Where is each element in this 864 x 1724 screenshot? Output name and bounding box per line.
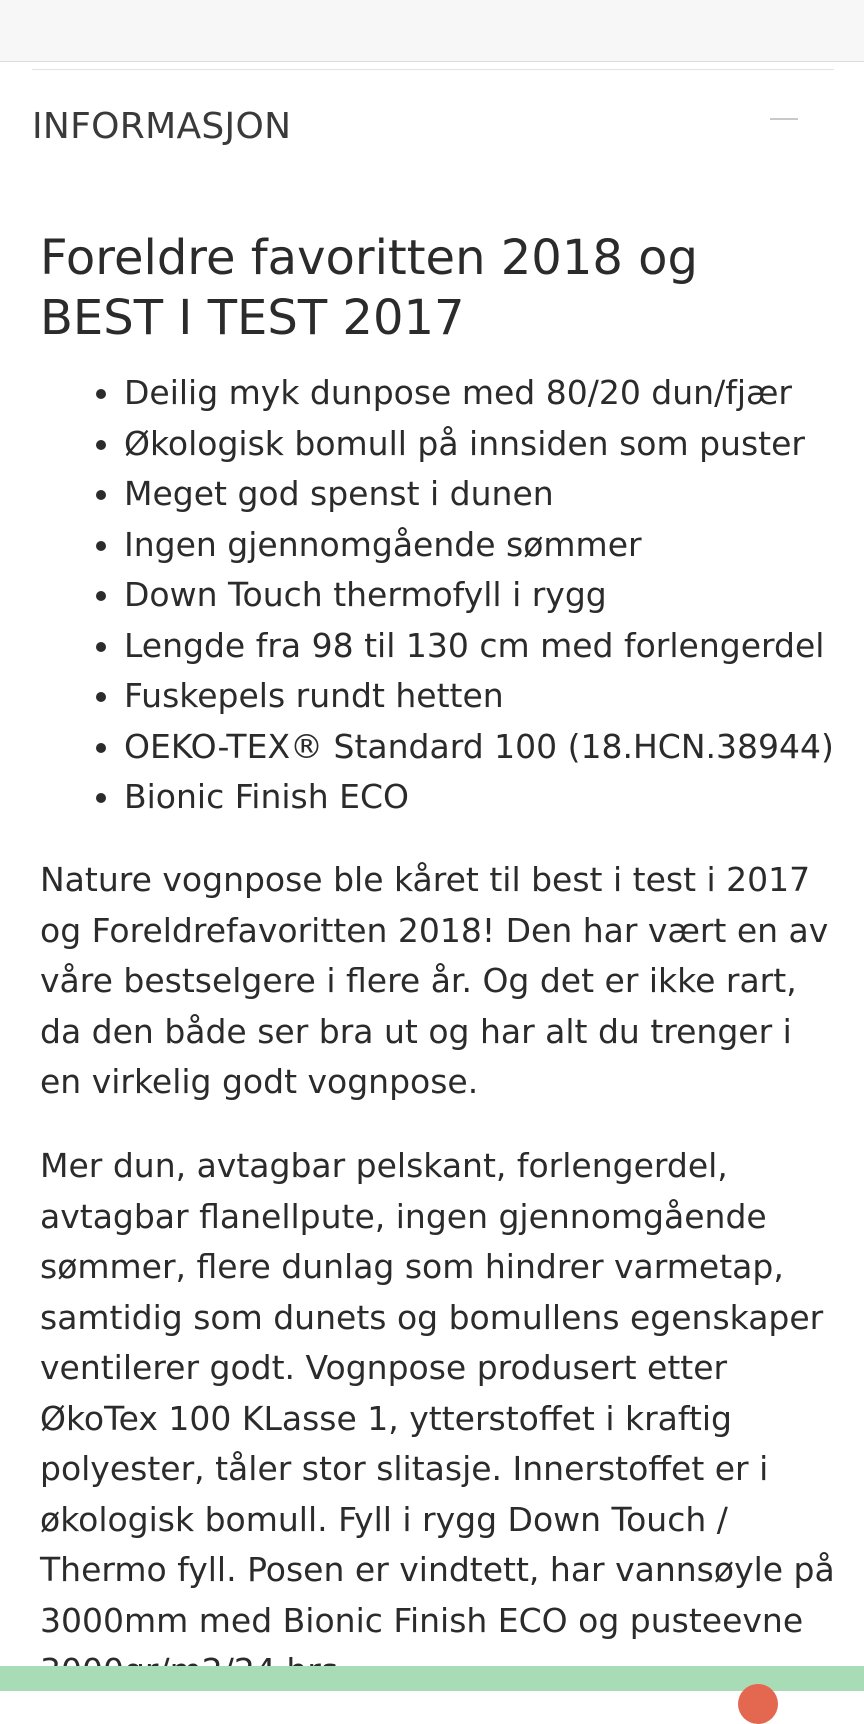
footer-bar — [0, 1666, 864, 1691]
bullet-icon — [96, 642, 106, 652]
feature-text: Deilig myk dunpose med 80/20 dun/fjær — [124, 373, 792, 412]
feature-text: Økologisk bomull på innsiden som puster — [124, 423, 805, 463]
bullet-icon — [96, 541, 106, 551]
top-bar — [0, 0, 864, 62]
feature-item — [0, 469, 864, 520]
feature-item — [0, 520, 864, 571]
feature-item — [0, 570, 864, 621]
description-paragraph: Nature vognpose ble kåret til best i test i 2017 og Foreldrefavoritten 2018! Den har vært en av våre bestselgere i flere år. Og det er ikke rart, da den både ser bra ut og har alt du trenger i en virkelig godt vognpose. — [40, 860, 829, 1101]
bullet-icon — [96, 591, 106, 601]
feature-text: Ingen gjennomgående sømmer — [124, 524, 642, 564]
feature-text: Fuskepels rundt hetten — [124, 676, 504, 715]
feature-list — [0, 368, 864, 823]
bullet-icon — [96, 440, 106, 450]
feature-text: OEKO-TEX® Standard 100 (18.HCN.38944) — [124, 726, 834, 766]
bullet-icon — [96, 692, 106, 702]
bullet-icon — [96, 490, 106, 500]
feature-text: Down Touch thermofyll i rygg — [124, 575, 607, 614]
bullet-icon — [96, 389, 106, 399]
feature-item — [0, 671, 864, 722]
feature-text: Meget god spenst i dunen — [124, 474, 554, 513]
minus-icon[interactable] — [770, 118, 798, 120]
product-heading: Foreldre favoritten 2018 og BEST I TEST 2017 — [40, 230, 699, 346]
feature-item — [0, 621, 864, 672]
accordion-divider — [32, 69, 834, 70]
bullet-icon — [96, 793, 106, 803]
feature-text: Lengde fra 98 til 130 cm med forlengerdel — [124, 625, 825, 665]
feature-item — [0, 772, 864, 823]
feature-item — [0, 419, 864, 470]
feature-text: Bionic Finish ECO — [124, 777, 410, 816]
bullet-icon — [96, 743, 106, 753]
accordion-title[interactable]: INFORMASJON — [32, 106, 292, 147]
floating-action-button[interactable] — [738, 1684, 778, 1724]
details-paragraph: Mer dun, avtagbar pelskant, forlengerdel, avtagbar flanellpute, ingen gjennomgående sømmer, flere dunlag som hindrer varmetap, samtidig som dunets og bomullens egenskaper ventilerer godt. Vognpose produsert etter ØkoTex 100 KLasse 1, ytterstoffet i kraftig polyester, tåler stor slitasje. Innerstoffet er i økologisk bomull. Fyll i rygg Down Touch / Thermo fyll. Posen er vindtett, har vannsøyle på 3000mm med Bionic Finish ECO og pusteevne — [40, 1146, 835, 1640]
feature-item — [0, 368, 864, 419]
feature-item — [0, 722, 864, 773]
